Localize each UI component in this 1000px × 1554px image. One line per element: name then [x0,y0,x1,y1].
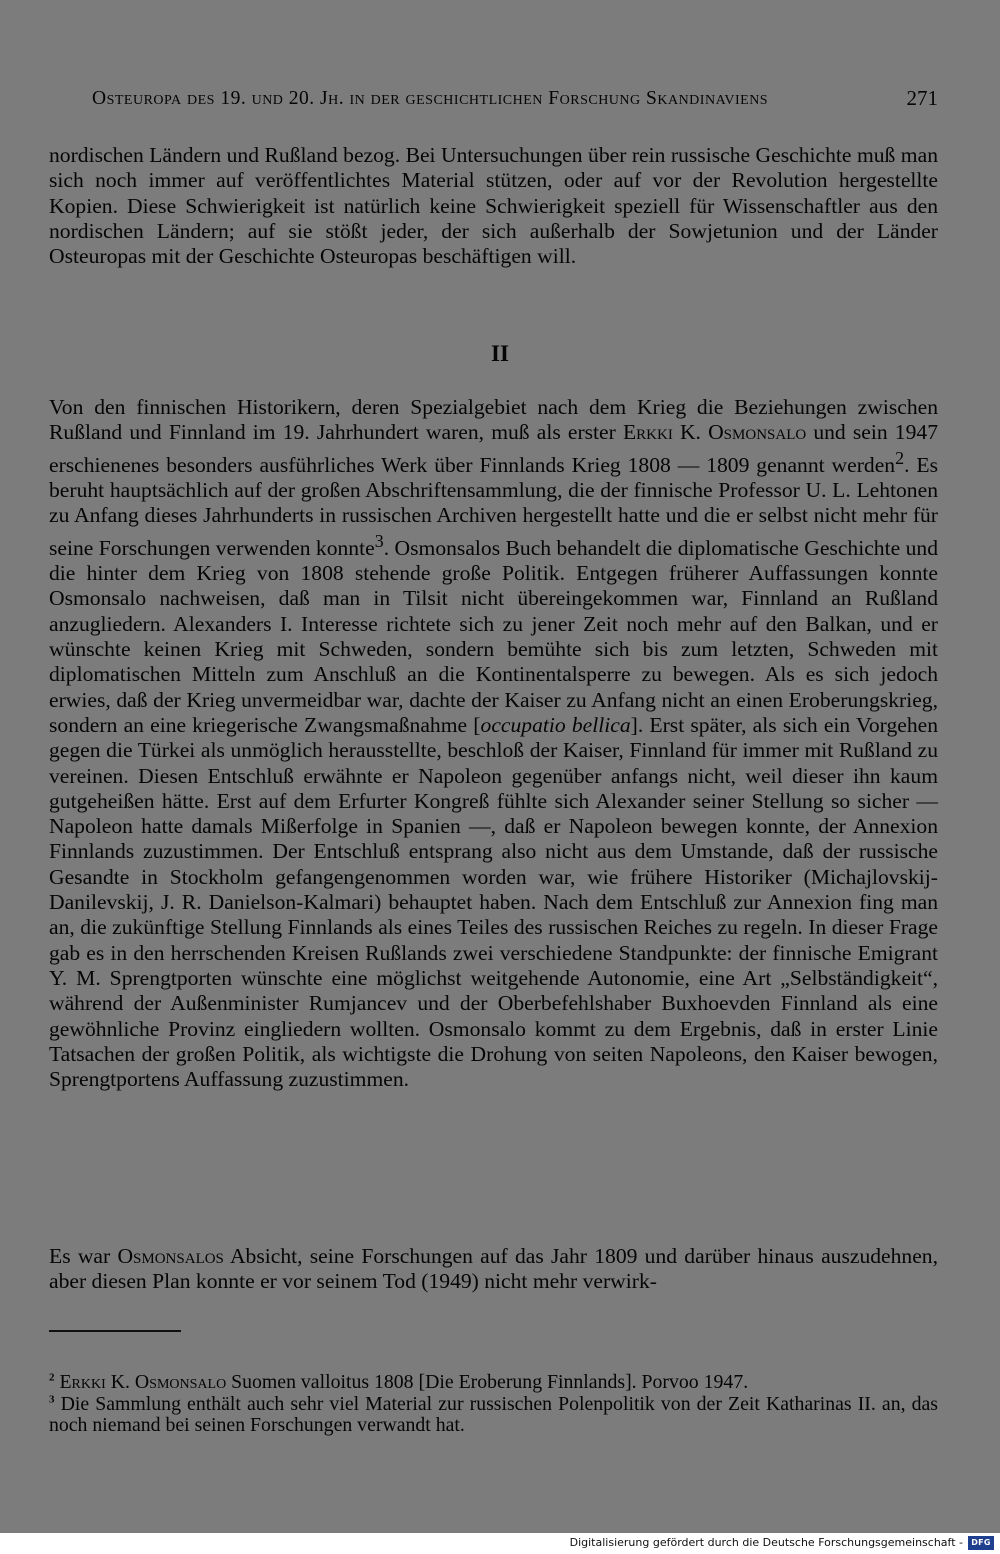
footnote-divider [49,1330,181,1332]
footnote-item [49,1372,938,1394]
running-header-title: Osteuropa des 19. und 20. Jh. in der geschichtlichen Forschung Skandinaviens [92,88,769,109]
footnote-text: Die Sammlung enthält auch sehr viel Material zur russischen Polenpolitik von der Zeit Katharinas II. an, das noch niemand bei seinen Forschungen verwandt hat. [49,1392,938,1436]
footnote-text: Suomen valloitus 1808 [Die Eroberung Finnlands]. Porvoo 1947. [226,1371,749,1393]
section-heading: II [491,341,509,366]
footnotes [49,1372,938,1437]
footnote-author: Erkki K. Osmonsalo [59,1371,227,1393]
footnote-ref[interactable]: 2 [895,447,905,468]
page-number: 271 [906,86,938,110]
paragraph-text: und sein 1947 erschienenes besonders ausführliches Werk über Finnlands Krieg 1808 — 1809 genannt werden [49,420,938,477]
footnote-marker: 2 [49,1371,55,1384]
footnote-ref[interactable]: 3 [374,530,384,551]
author-name: Osmonsalos [117,1244,224,1268]
paragraph-text: Von den finnischen Historikern, deren Spezialgebiet nach dem Krieg die Beziehungen zwischen Rußland und Finnland im 19. Jahrhundert waren, muß als erster [49,395,938,445]
footnote-marker: 3 [49,1392,55,1405]
paragraph-text: . Es beruht hauptsächlich auf der großen Abschriftensammlung, die der finnische Professor U. L. Lehtonen zu Anfang dieses Jahrhunderts in russischen Archiven hergestellt hatte und die er selbst nicht mehr für seine Forschungen verwenden konnte [49,452,938,560]
funding-notice: Digitalisierung gefördert durch die Deutsche Forschungsgemeinschaft - [569,1536,963,1549]
paragraph-continuation: nordischen Ländern und Rußland bezog. Bei Untersuchungen über rein russische Geschichte muß man sich noch immer auf veröffentlichtes Material stützen, oder auf vor der Revolution hergestellte Kopien. Diese Schwierigkeit ist natürlich keine Schwierigkeit speziell für Wissenschaftler aus den nordischen Ländern; auf sie stößt jeder, der sich außerhalb der Sowjetunion und der Länder Osteuropas mit der Geschichte Osteuropas beschäftigen will. [49,143,938,269]
dfg-logo[interactable]: DFG [968,1536,994,1550]
paragraph-text: Absicht, seine Forschungen auf das Jahr 1809 und darüber hinaus auszudehnen, aber diesen Plan konnte er vor seinem Tod (1949) nicht mehr verwirk- [49,1244,938,1294]
latin-term: occupatio bellica [480,712,631,737]
footnote-item [49,1394,938,1437]
paragraph-text: Es war [49,1244,118,1268]
author-name: Erkki K. Osmonsalo [622,420,807,445]
paragraph-text: . Osmonsalos Buch behandelt die diplomatische Geschichte und die hinter dem Krieg von 1808 stehende große Politik. Entgegen früherer Auffassungen konnte Osmonsalo nachweisen, daß man in Tilsit nicht übereingekommen war, Finnland an Rußland anzugliedern. Alexanders I. Interesse richtete sich zu jener Zeit noch mehr auf den Balkan, und er wünschte keinen Krieg mit Schweden, sondern bemühte sich bis zum letzten, Schweden mit diplomatischen Mitteln zum Anschluß an die Kontinentalsperre zu bewegen. Als es sich jedoch erwies, daß der Krieg unvermeidbar war, dachte der Kaiser zu Anfang nicht an einen Eroberungskrieg, sondern an eine kriegerische Zwangsmaßnahme [ [49,535,938,737]
running-header [0,86,1000,116]
footer-bar [0,1533,1000,1554]
paragraph-text: ]. Erst später, als sich ein Vorgehen gegen die Türkei als unmöglich herausstellte, beschloß der Kaiser, Finnland für immer mit Rußland zu vereinen. Diesen Entschluß erwähnte er Napoleon gegenüber anfangs nicht, weil dieser ihn kaum gutgeheißen hätte. Erst auf dem Erfurter Kongreß fühlte sich Alexander seiner Stellung so sicher — Napoleon hatte damals Mißerfolge in Spanien —, daß er Napoleon bewegen konnte, der Annexion Finnlands zuzustimmen. Der Entschluß entsprang also nicht aus dem Umstande, daß der russische Gesandte in Stockholm gefangengenommen worden war, wie frühere Historiker (Michajlovskij-Danilevskij, J. R. Danielson-Kalmari) behauptet haben. Nach dem Entschluß zur Annexion fing man an, die zukünftige Stellung Finnlands als eines Teiles des russischen Reiches zu regeln. In dieser Frage gab es in den herrschenden Kreisen Rußlands zwei verschiedene Standpunkte: der finnische Emigrant Y. M. Sprengtporten wünschte eine möglichst weitgehende Autonomie, eine Art „Selbständigkeit“, während der Außenminister Rumjancev und der Oberbefehlshaber Buxhoevden Finnland als eine gewöhnliche Provinz eingliedern wollten. Osmonsalo kommt zu dem Ergebnis, daß in erster Linie Tatsachen der großen Politik, als wichtigste die Drohung von seiten Napoleons, den Kaiser bewogen, Sprengtportens Auffassung zuzustimmen. [49,712,938,1092]
paragraph-osmonsalo-war [49,395,938,1092]
paragraph-osmonsalo-plan [49,1244,938,1295]
